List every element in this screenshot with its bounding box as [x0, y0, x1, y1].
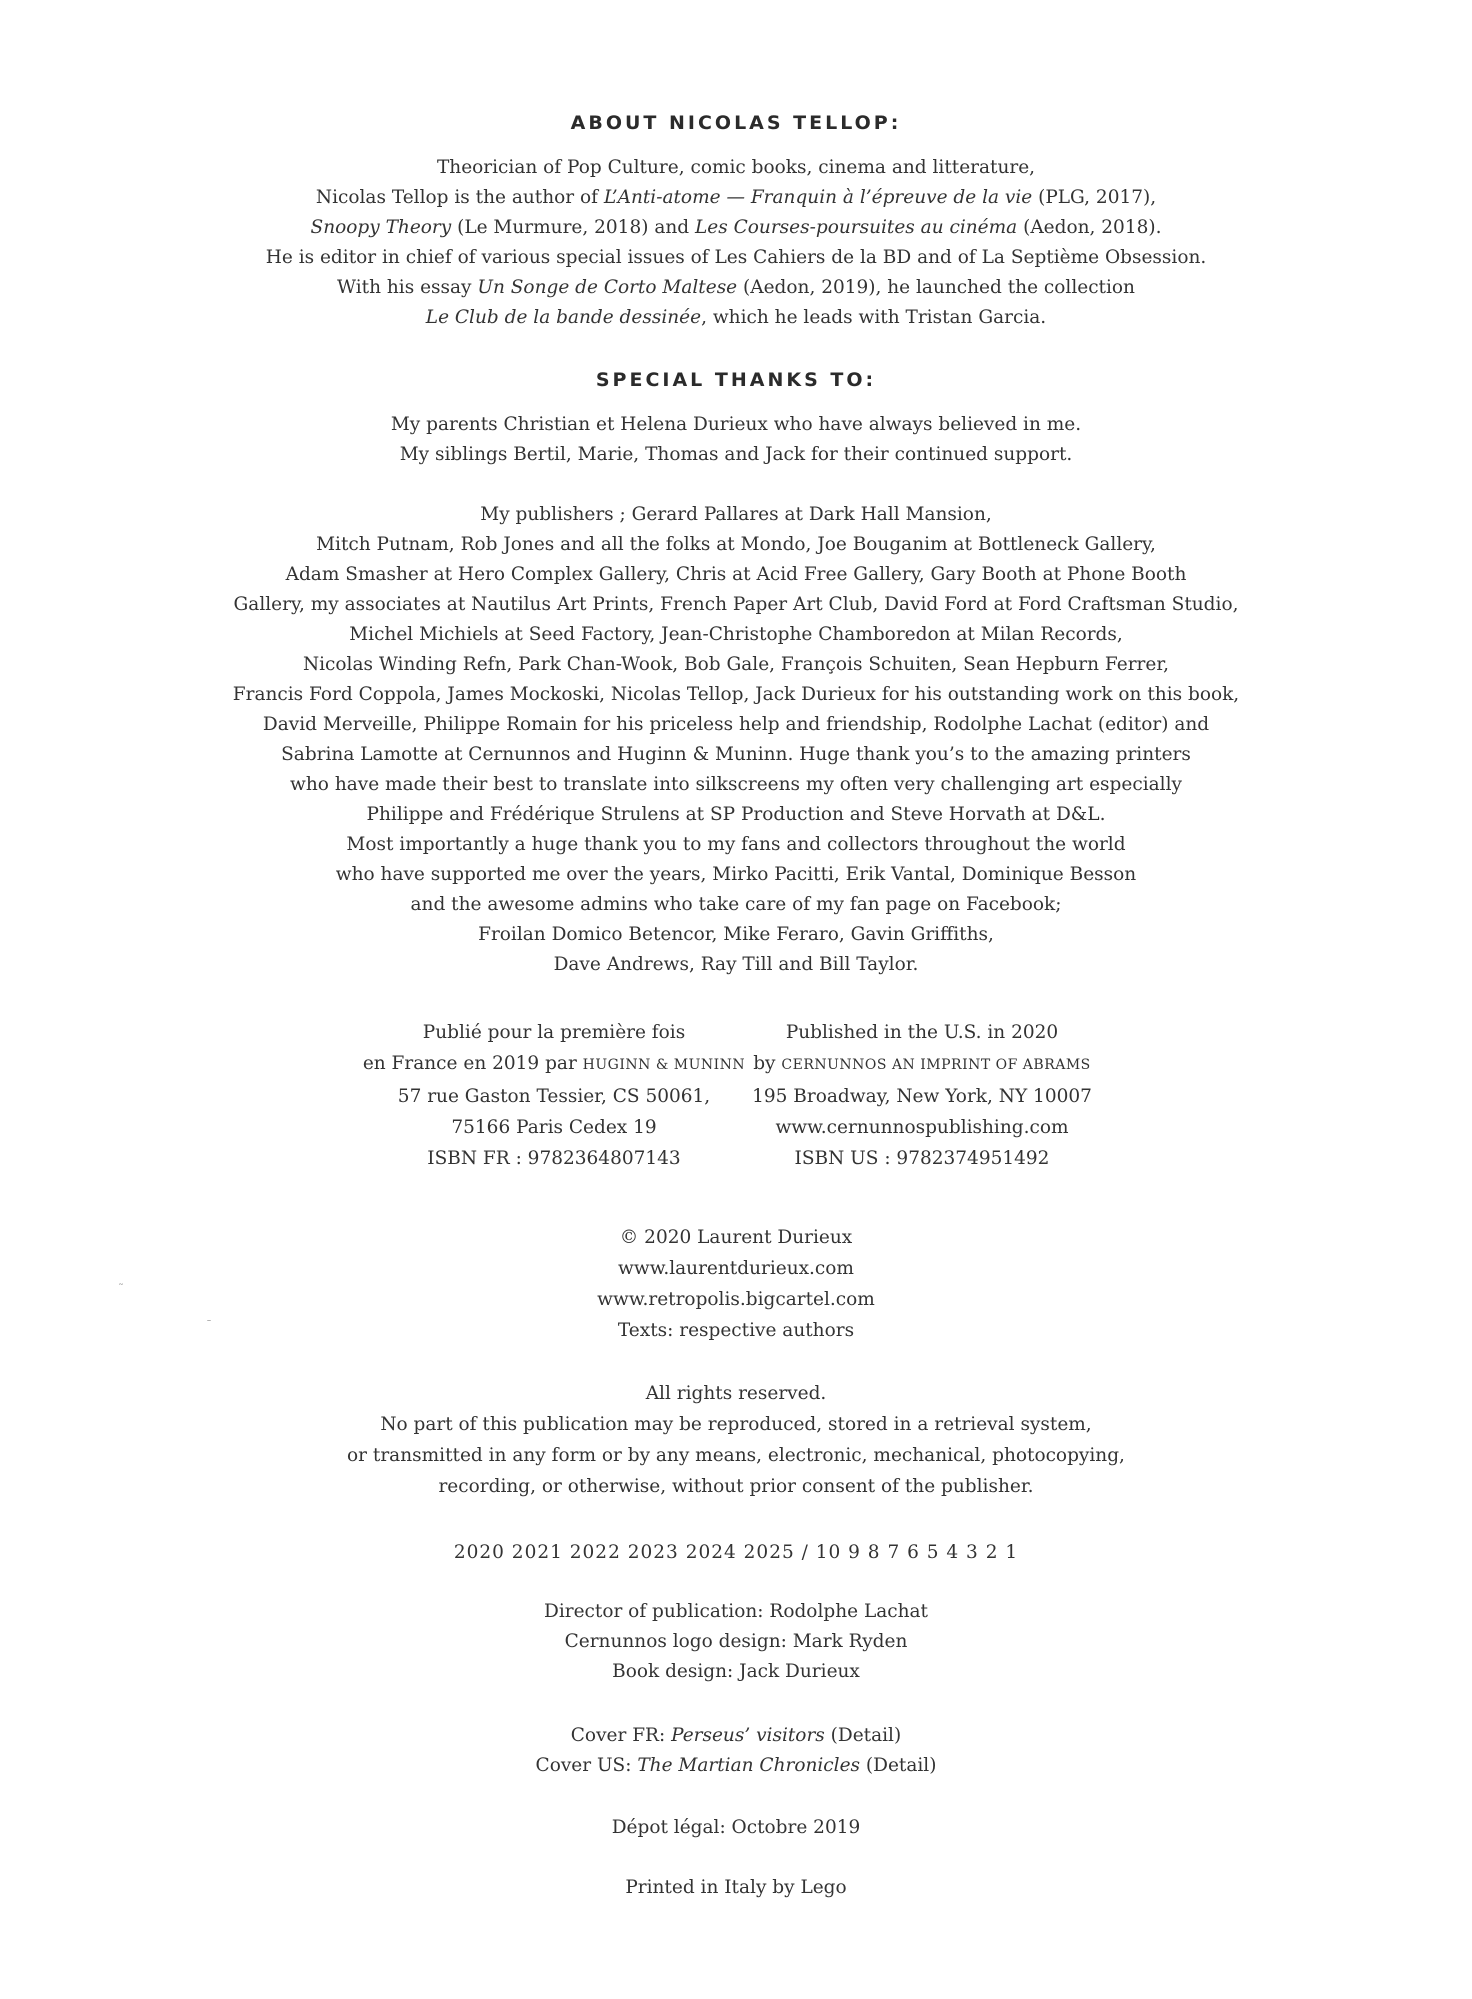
publishing-us [662, 1017, 1182, 1174]
text-line: Nicolas Winding Refn, Park Chan-Wook, Bob Gale, François Schuiten, Sean Hepburn Ferrer, [302, 654, 1170, 675]
text-segment: , which he leads with Tristan Garcia. [701, 307, 1047, 328]
thanks-publishers [0, 500, 1472, 980]
text-line [0, 153, 1472, 183]
text-line [0, 243, 1472, 273]
text-line [662, 1048, 1182, 1081]
text-line: Michel Michiels at Seed Factory, Jean-Christophe Chamboredon at Milan Records, [349, 624, 1123, 645]
text-segment: Publié pour la première fois [422, 1022, 686, 1043]
text-segment: (Aedon, 2018). [1017, 217, 1162, 238]
text-segment: 195 Broadway, New York, NY 10007 [752, 1086, 1092, 1107]
text-line [0, 213, 1472, 243]
text-segment: He is editor in chief of various special issues of Les Cahiers de la BD and of La Septième Obsession. [265, 247, 1207, 268]
scan-speck: ˜ [118, 1282, 124, 1296]
rights-block [0, 1378, 1472, 1502]
printing-line: 2020 2021 2022 2023 2024 2025 / 10 9 8 7 6 5 4 3 2 1 [453, 1542, 1019, 1563]
text-line: My publishers ; Gerard Pallares at Dark Hall Mansion, [480, 504, 992, 525]
italic-title: Un Songe de Corto Maltese [477, 277, 738, 298]
text-line [0, 183, 1472, 213]
text-line [662, 1017, 1182, 1048]
italic-title: Snoopy Theory [310, 217, 452, 238]
text-segment: 75166 Paris Cedex 19 [451, 1117, 657, 1138]
text-line [0, 303, 1472, 333]
text-segment: (Detail) [824, 1725, 902, 1746]
text-line: Gallery, my associates at Nautilus Art Prints, French Paper Art Club, David Ford at Ford Craftsman Studio, [233, 594, 1239, 615]
text-segment: Published in the U.S. in 2020 [785, 1022, 1059, 1043]
text-line: My siblings Bertil, Marie, Thomas and Jack for their continued support. [399, 444, 1073, 465]
text-line: Cernunnos logo design: Mark Ryden [564, 1631, 908, 1652]
text-line: Philippe and Frédérique Strulens at SP Production and Steve Horvath at D&L. [366, 804, 1106, 825]
text-segment: www.cernunnospublishing.com [775, 1117, 1069, 1138]
text-line [0, 1751, 1472, 1781]
text-segment: (Le Murmure, 2018) and [451, 217, 695, 238]
text-line: Dave Andrews, Ray Till and Bill Taylor. [553, 954, 919, 975]
text-line: Most importantly a huge thank you to my fans and collectors throughout the world [346, 834, 1126, 855]
text-segment: en France en 2019 par [362, 1053, 583, 1074]
text-segment: Cover FR: [570, 1725, 672, 1746]
text-line: Book design: Jack Durieux [612, 1661, 860, 1682]
scan-speck: ˉ [206, 1318, 212, 1332]
depot-legal: Dépot légal: Octobre 2019 [611, 1817, 861, 1838]
italic-title: Perseus’ visitors [671, 1725, 825, 1746]
text-segment: HUGINN & MUNINN [582, 1057, 746, 1073]
text-line: Francis Ford Coppola, James Mockoski, Nicolas Tellop, Jack Durieux for his outstanding work on this book, [232, 684, 1240, 705]
italic-title: Les Courses-poursuites au cinéma [695, 217, 1018, 238]
copyright-block [0, 1222, 1472, 1346]
italic-title: Le Club de la bande dessinée [425, 307, 702, 328]
text-line: No part of this publication may be reproduced, stored in a retrieval system, [380, 1414, 1092, 1435]
text-segment: (PLG, 2017), [1032, 187, 1157, 208]
text-line: or transmitted in any form or by any means, electronic, mechanical, photocopying, [347, 1445, 1125, 1466]
about-heading: ABOUT NICOLAS TELLOP: [570, 112, 902, 134]
text-segment: With his essay [337, 277, 478, 298]
about-text [0, 153, 1472, 333]
text-line [662, 1112, 1182, 1143]
thanks-family [0, 410, 1472, 470]
text-line: © 2020 Laurent Durieux [619, 1227, 853, 1248]
italic-title: L’Anti-atome — Franquin à l’épreuve de la vie [603, 187, 1033, 208]
text-line: who have supported me over the years, Mirko Pacitti, Erik Vantal, Dominique Besson [335, 864, 1137, 885]
thanks-heading: SPECIAL THANKS TO: [595, 369, 877, 391]
text-line: Froilan Domico Betencor, Mike Feraro, Gavin Griffiths, [478, 924, 994, 945]
text-segment: (Detail) [860, 1755, 937, 1776]
text-line [0, 273, 1472, 303]
text-segment: Nicolas Tellop is the author of [315, 187, 604, 208]
text-line: Sabrina Lamotte at Cernunnos and Huginn & Muninn. Huge thank you’s to the amazing printers [281, 744, 1191, 765]
text-line: www.laurentdurieux.com [618, 1258, 854, 1279]
printed-in: Printed in Italy by Lego [625, 1877, 847, 1898]
text-segment: Theorician of Pop Culture, comic books, cinema and litterature, [436, 157, 1036, 178]
text-line: recording, or otherwise, without prior consent of the publisher. [438, 1476, 1034, 1497]
text-segment: (Aedon, 2019), he launched the collection [737, 277, 1135, 298]
text-segment: CERNUNNOS AN IMPRINT OF ABRAMS [781, 1057, 1091, 1073]
text-segment: 57 rue Gaston Tessier, CS 50061, [397, 1086, 711, 1107]
italic-title: The Martian Chronicles [637, 1755, 861, 1776]
text-line: Texts: respective authors [617, 1320, 855, 1341]
text-line: www.retropolis.bigcartel.com [597, 1289, 875, 1310]
text-line [662, 1143, 1182, 1174]
text-segment: Cover US: [535, 1755, 638, 1776]
text-line: All rights reserved. [645, 1383, 827, 1404]
text-line: Mitch Putnam, Rob Jones and all the folks at Mondo, Joe Bouganim at Bottleneck Gallery, [316, 534, 1156, 555]
text-line: who have made their best to translate into silkscreens my often very challenging art especially [290, 774, 1182, 795]
text-line: Adam Smasher at Hero Complex Gallery, Chris at Acid Free Gallery, Gary Booth at Phone Booth [285, 564, 1187, 585]
text-line [0, 1721, 1472, 1751]
covers-block [0, 1721, 1472, 1781]
text-line: and the awesome admins who take care of my fan page on Facebook; [410, 894, 1062, 915]
text-line: Director of publication: Rodolphe Lachat [543, 1601, 928, 1622]
text-line: My parents Christian et Helena Durieux who have always believed in me. [390, 414, 1082, 435]
text-line [662, 1081, 1182, 1112]
text-segment: by [753, 1053, 782, 1074]
text-segment: ISBN FR : 9782364807143 [427, 1148, 681, 1169]
credits-block [0, 1597, 1472, 1687]
text-segment: ISBN US : 9782374951492 [794, 1148, 1050, 1169]
text-line: David Merveille, Philippe Romain for his priceless help and friendship, Rodolphe Lachat (editor) and [262, 714, 1210, 735]
